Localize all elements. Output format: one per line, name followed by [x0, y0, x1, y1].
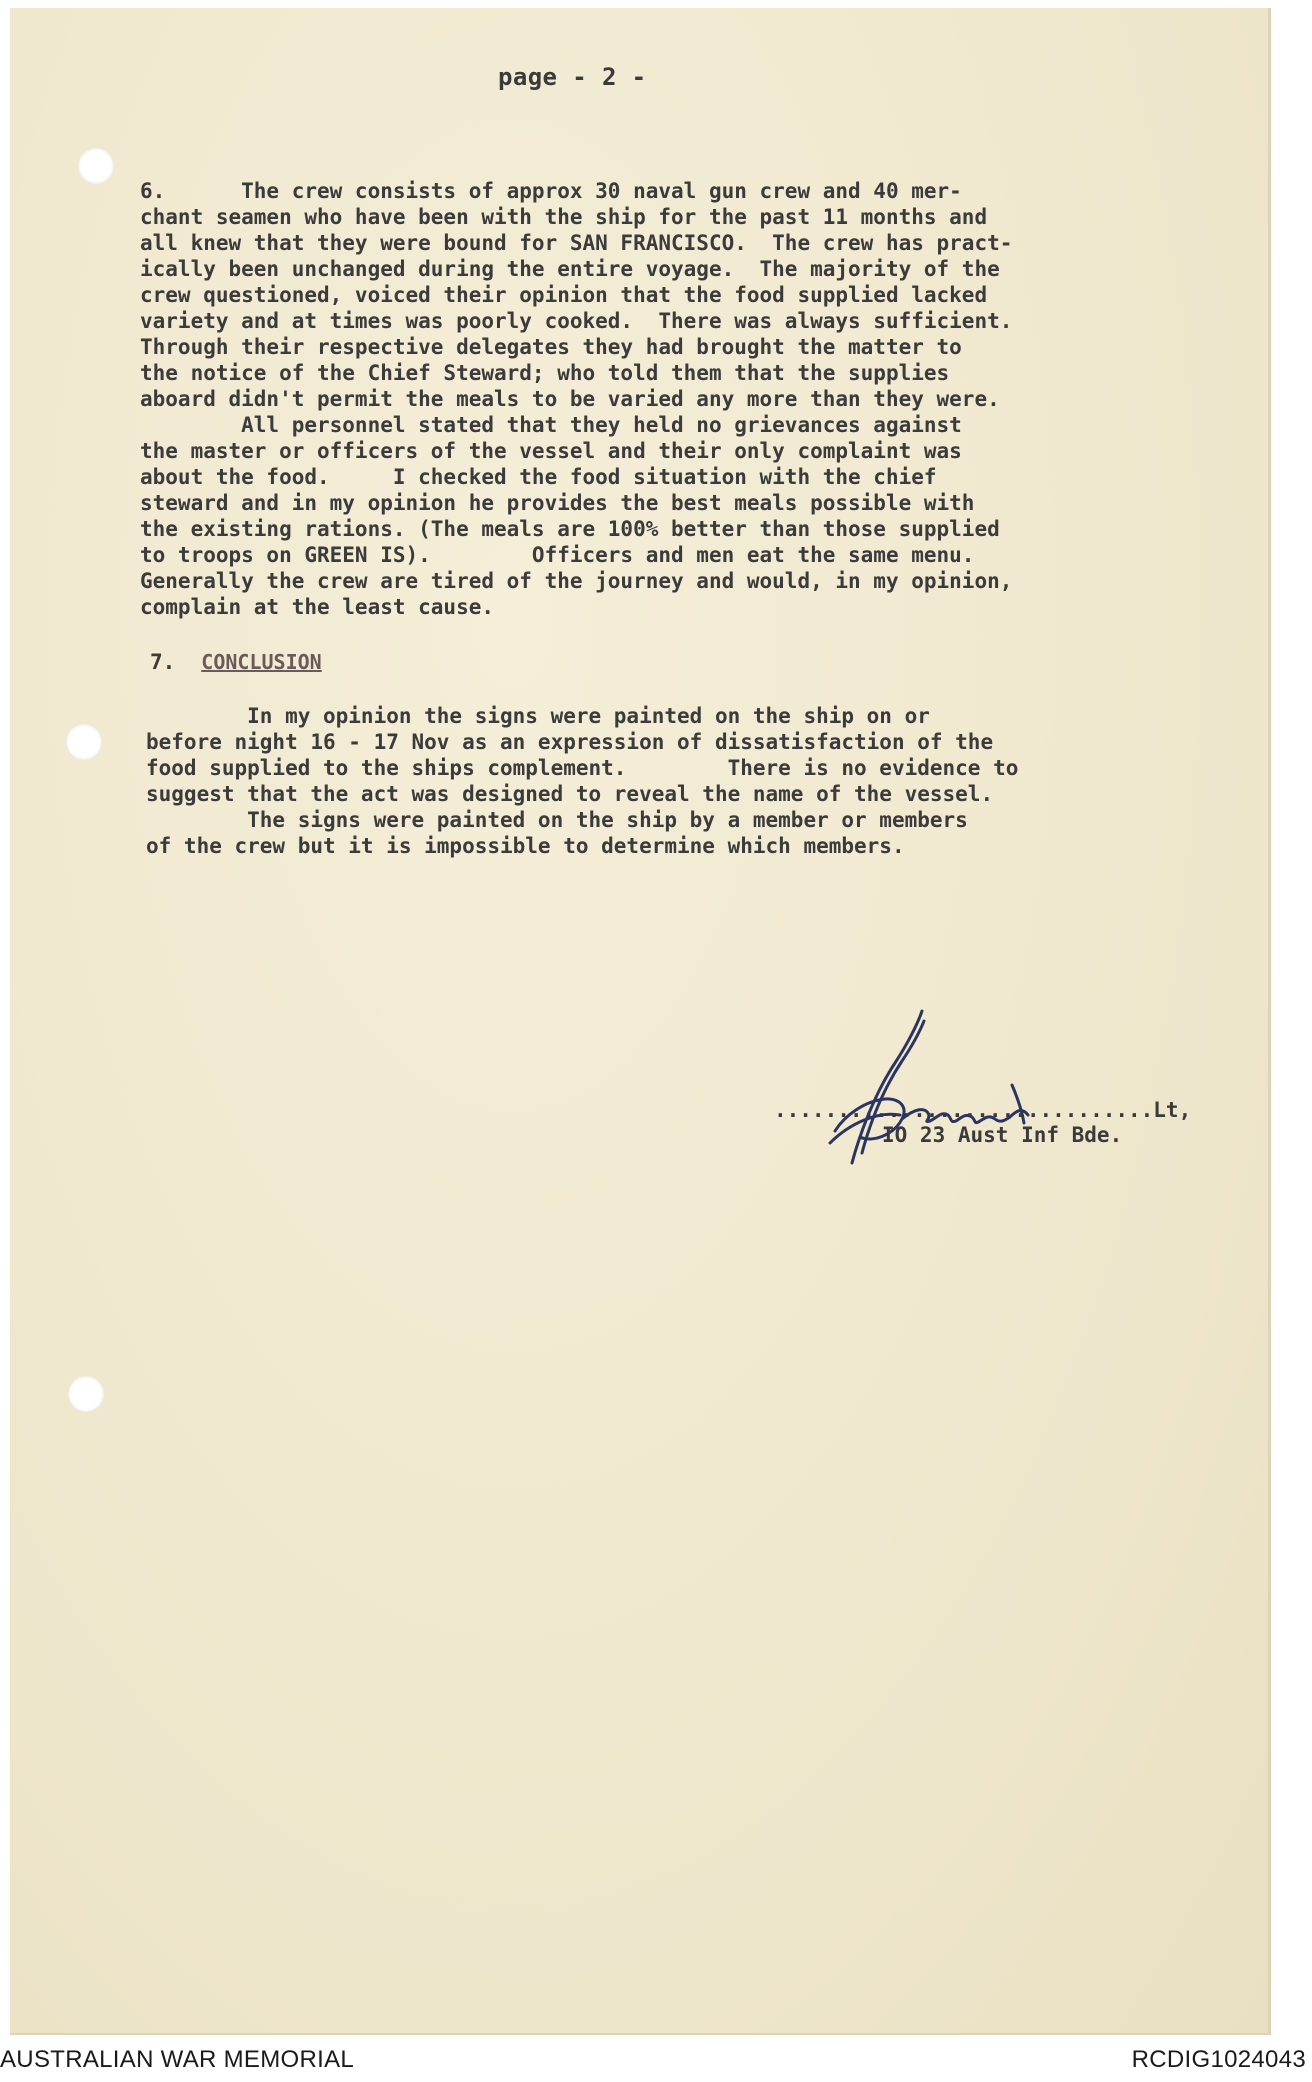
paragraph-line: variety and at times was poorly cooked. There was always sufficient.	[140, 309, 1013, 333]
punch-hole-top	[78, 148, 114, 184]
paragraph-line: the notice of the Chief Steward; who told them that the supplies	[140, 361, 950, 385]
paragraph-line: The signs were painted on the ship by a member or members	[146, 808, 968, 832]
paragraph-line: In my opinion the signs were painted on the ship on or	[146, 704, 930, 728]
paragraph-line: suggest that the act was designed to reveal the name of the vessel.	[146, 782, 994, 806]
paragraph-line: Generally the crew are tired of the journey and would, in my opinion,	[140, 569, 1013, 593]
signature-dotted-line: ..............................Lt,	[774, 1098, 1192, 1122]
footer-institution: AUSTRALIAN WAR MEMORIAL	[0, 2046, 355, 2073]
paragraph-line: Through their respective delegates they had brought the matter to	[140, 335, 962, 359]
paragraph-line: All personnel stated that they held no grievances against	[140, 413, 962, 437]
paragraph-line: crew questioned, voiced their opinion that the food supplied lacked	[140, 283, 988, 307]
paragraph-line: steward and in my opinion he provides the best meals possible with	[140, 491, 975, 515]
signature-unit: IO 23 Aust Inf Bde.	[882, 1123, 1123, 1147]
paragraph-6	[140, 178, 1240, 620]
paragraph-line: of the crew but it is impossible to determine which members.	[146, 834, 905, 858]
paragraph-line: to troops on GREEN IS). Officers and men eat the same menu.	[140, 543, 975, 567]
paragraph-line: about the food. I checked the food situation with the chief	[140, 465, 937, 489]
paragraph-line: complain at the least cause.	[140, 595, 495, 619]
paragraph-line: 6. The crew consists of approx 30 naval gun crew and 40 mer-	[140, 179, 962, 203]
handwritten-signature	[790, 1003, 1070, 1173]
paragraph-line: the existing rations. (The meals are 100% better than those supplied	[140, 517, 1000, 541]
paragraph-line: the master or officers of the vessel and their only complaint was	[140, 439, 962, 463]
section-7-heading	[150, 650, 322, 674]
page-header: page - 2 -	[498, 63, 647, 91]
paragraph-line: food supplied to the ships complement. There is no evidence to	[146, 756, 1019, 780]
paragraph-line: ically been unchanged during the entire voyage. The majority of the	[140, 257, 1000, 281]
paragraph-line: all knew that they were bound for SAN FRANCISCO. The crew has pract-	[140, 231, 1013, 255]
section-title: CONCLUSION	[201, 650, 322, 674]
paragraph-line: before night 16 - 17 Nov as an expression of dissatisfaction of the	[146, 730, 994, 754]
punch-hole-middle	[66, 724, 102, 760]
footer-record-id: RCDIG1024043	[1131, 2046, 1306, 2073]
punch-hole-bottom	[68, 1376, 104, 1412]
document-page	[10, 8, 1271, 2035]
conclusion-paragraph	[146, 703, 1246, 859]
paragraph-line: chant seamen who have been with the ship for the past 11 months and	[140, 205, 988, 229]
section-number: 7.	[150, 650, 176, 674]
paragraph-line: aboard didn't permit the meals to be varied any more than they were.	[140, 387, 1000, 411]
